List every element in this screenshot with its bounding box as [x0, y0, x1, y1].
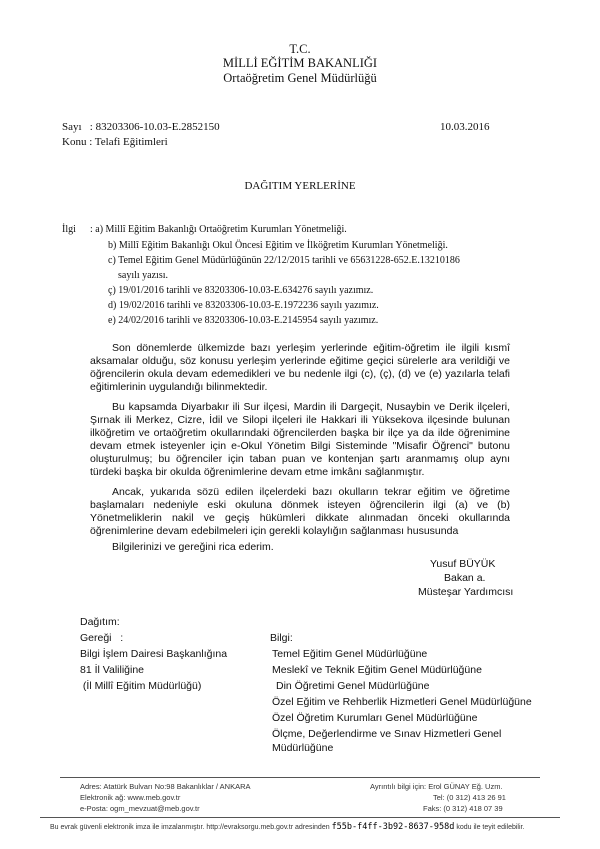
verify-divider — [40, 817, 560, 818]
footer-address: Adres: Atatürk Bulvarı No:98 Bakanlıklar / ANKARA — [80, 782, 251, 791]
bilgi-item-6: Ölçme, Değerlendirme ve Sınav Hizmetleri Genel — [272, 728, 502, 740]
signature-role: Bakan a. — [444, 572, 486, 584]
gereği-item-1: Bilgi İşlem Dairesi Başkanlığına — [80, 648, 228, 660]
header-ministry: MİLLİ EĞİTİM BAKANLIĞI — [222, 56, 378, 70]
verification-suffix: kodu ile teyit edilebilir. — [456, 824, 525, 831]
gereği-label: Gereği : — [80, 632, 124, 644]
bilgi-label: Bilgi: — [270, 632, 293, 644]
body-paragraph-1: Son dönemlerde ülkemizde bazı yerleşim yerlerinde eğitim-öğretim ile ilgili kısmî aksamalar olduğu, söz konusu yerleşim yerlerinde eğitime geçici sürelerle ara verildiği ve öğrencilerin okula devam edemedikleri ve bu nedenle ilgi (c), (ç), (d) ve (e) yazılarla telafi eğitimlerinin uygulandığı bilinmektedir. — [90, 342, 510, 393]
ilgi-cc: ç) 19/01/2016 tarihli ve 83203306-10.03-E.634276 sayılı yazımız. — [108, 285, 374, 296]
body-paragraph-4: Bilgilerinizi ve gereğini rica ederim. — [112, 541, 274, 553]
document-date: 10.03.2016 — [440, 121, 490, 133]
verification-code: f55b-f4ff-3b92-8637-958d — [331, 822, 455, 832]
body-text — [90, 342, 510, 554]
footer-divider — [60, 777, 540, 778]
gereği-item-2: 81 İl Valiliğine — [80, 664, 145, 676]
verification-text: Bu evrak güvenli elektronik imza ile imzalanmıştır. http://evraksorgu.meb.gov.tr adresinden — [50, 824, 330, 831]
footer-email[interactable]: e-Posta: ogm_mevzuat@meb.gov.tr — [80, 804, 200, 813]
bilgi-item-3: Din Öğretimi Genel Müdürlüğüne — [276, 680, 430, 692]
body-paragraph-3: Ancak, yukarıda sözü edilen ilçelerdeki bazı okulların tekrar eğitim ve öğretime başlamaları nedeniyle eski okuluna dönmek isteyen öğrencilerin ilgi (a) ve (b) Yönetmeliklerin nakil ve geçiş hükümleri dikkate alınmadan önceki okullarında öğrenimlerine devam edebilmeleri için gerekli kolaylığın sağlanması hususunda — [90, 486, 510, 537]
footer-web[interactable]: Elektronik ağ: www.meb.gov.tr — [80, 793, 181, 802]
bilgi-item-5: Özel Öğretim Kurumları Genel Müdürlüğüne — [272, 712, 478, 724]
ilgi-a: : a) Millî Eğitim Bakanlığı Ortaöğretim Kurumları Yönetmeliği. — [90, 224, 347, 235]
footer-contact: Ayrıntılı bilgi için: Erol GÜNAY Eğ. Uzm. — [370, 782, 503, 791]
signature-name: Yusuf BÜYÜK — [430, 558, 496, 570]
body-paragraph-2: Bu kapsamda Diyarbakır ili Sur ilçesi, Mardin ili Dargeçit, Nusaybin ve Derik ilçeleri, Şırnak ili Merkez, Cizre, İdil ve Silopi ilçeleri ile Hakkari ili Yüksekova ilçesinde bulunan ilköğretim ve ortaöğretim okullarındaki öğrencilerden başka bir ilçe ya da ilde öğrenimine devam etmek isteyenler için e-Okul Yönetim Bilgi Sisteminde "Misafir Öğrenci" butonu oluşturulmuş; bu öğrenciler için taban puan ve kontenjan şartı aranmamış olup aynı türdeki başka bir okulda öğrenimlerine devam etme imkânı sağlanmıştır. — [90, 401, 510, 478]
gereği-item-3: (İl Millî Eğitim Müdürlüğü) — [80, 680, 202, 692]
header-tc: T.C. — [289, 42, 311, 56]
ilgi-b: b) Millî Eğitim Bakanlığı Okul Öncesi Eğitim ve İlköğretim Kurumları Yönetmeliği. — [108, 240, 448, 251]
distribution-label: Dağıtım: — [80, 616, 120, 628]
document-title: DAĞITIM YERLERİNE — [244, 180, 356, 192]
signature-title: Müsteşar Yardımcısı — [418, 586, 514, 598]
ilgi-e: e) 24/02/2016 tarihli ve 83203306-10.03-E.2145954 sayılı yazımız. — [108, 315, 379, 326]
footer-fax: Faks: (0 312) 418 07 39 — [423, 804, 503, 813]
header-directorate: Ortaöğretim Genel Müdürlüğü — [223, 71, 377, 85]
verification-line — [50, 822, 524, 832]
document-subject: Konu : Telafi Eğitimleri — [62, 136, 168, 148]
bilgi-item-7: Müdürlüğüne — [272, 742, 334, 754]
bilgi-item-4: Özel Eğitim ve Rehberlik Hizmetleri Genel Müdürlüğüne — [272, 696, 532, 708]
bilgi-item-2: Meslekî ve Teknik Eğitim Genel Müdürlüğüne — [272, 664, 482, 676]
ilgi-d: d) 19/02/2016 tarihli ve 83203306-10.03-E.1972236 sayılı yazımız. — [108, 300, 379, 311]
bilgi-item-1: Temel Eğitim Genel Müdürlüğüne — [272, 648, 428, 660]
ilgi-c-cont: sayılı yazısı. — [118, 270, 168, 281]
ilgi-c: c) Temel Eğitim Genel Müdürlüğünün 22/12/2015 tarihli ve 65631228-652.E.13210186 — [108, 255, 460, 266]
document-number: Sayı : 83203306-10.03-E.2852150 — [62, 121, 220, 133]
footer-tel: Tel: (0 312) 413 26 91 — [433, 793, 506, 802]
ilgi-label: İlgi — [62, 224, 76, 235]
